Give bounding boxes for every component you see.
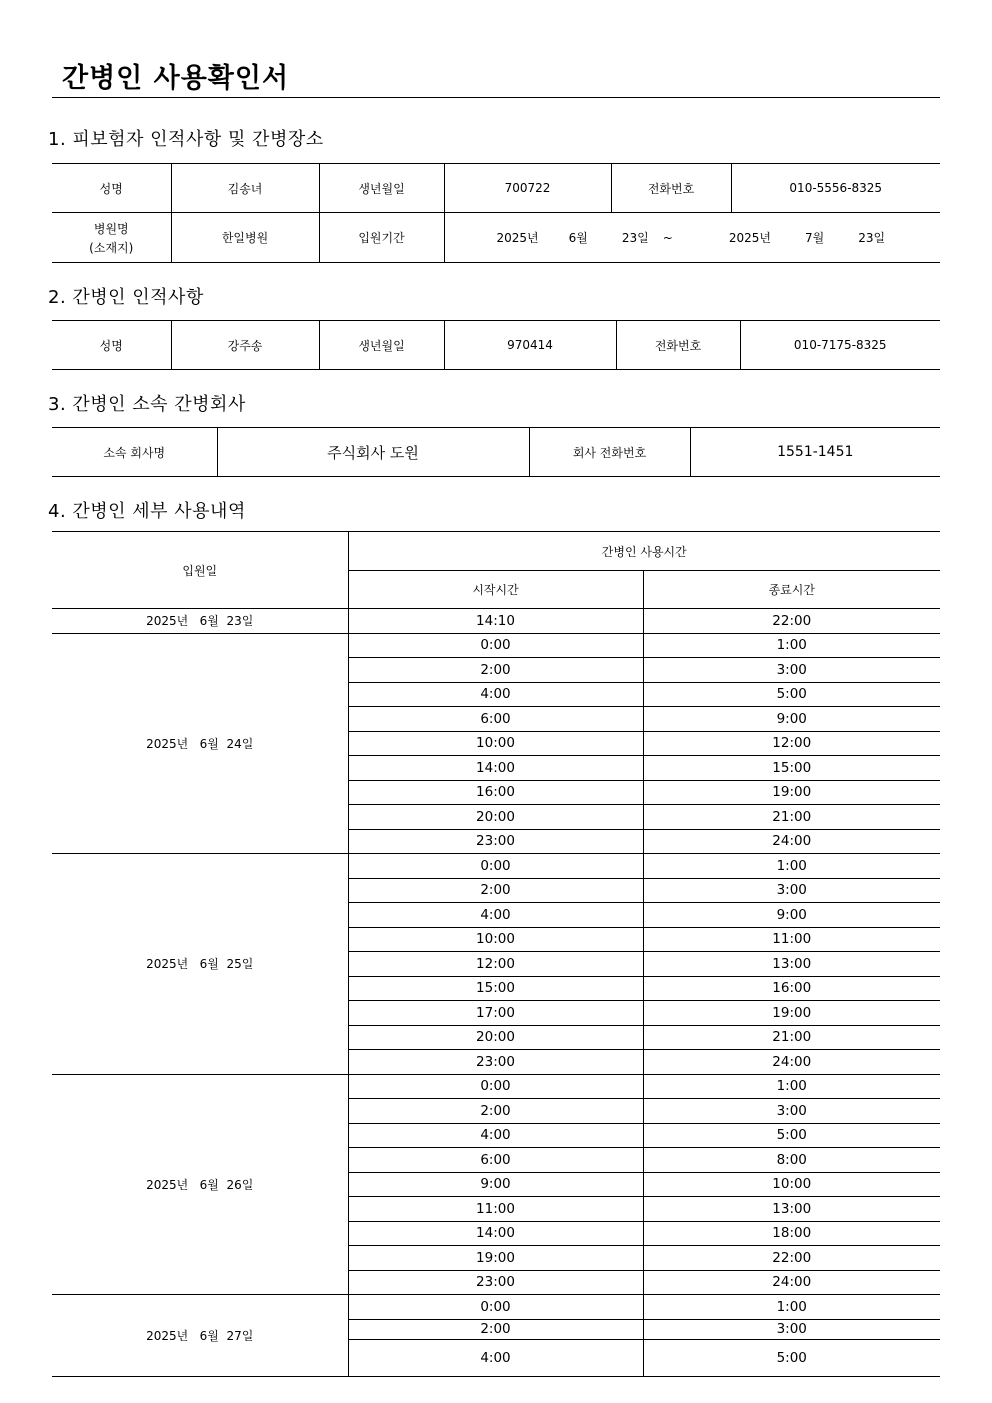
period-end-day: 23일: [858, 231, 886, 245]
insured-birth-label: 생년월일: [319, 164, 444, 213]
hospital-label-sub: (소재지): [89, 240, 134, 255]
start-time: 23:00: [348, 829, 643, 854]
end-time: 3:00: [643, 658, 940, 683]
end-time: 3:00: [643, 878, 940, 903]
caregiver-birth: 970414: [444, 321, 616, 370]
caregiver-birth-label: 생년월일: [319, 321, 444, 370]
period-tilde: ~: [662, 231, 673, 245]
end-time: 5:00: [643, 1339, 940, 1376]
table-row: [52, 1074, 940, 1099]
end-time: 22:00: [643, 609, 940, 634]
end-time: 24:00: [643, 829, 940, 854]
end-time: 5:00: [643, 1123, 940, 1148]
admission-date: 2025년 6월 26일: [52, 1074, 348, 1295]
start-time: 14:00: [348, 756, 643, 781]
end-time: 21:00: [643, 1025, 940, 1050]
start-time: 4:00: [348, 1339, 643, 1376]
document-title: 간병인 사용확인서: [62, 63, 290, 94]
company-phone-label: 회사 전화번호: [529, 428, 690, 477]
company-name: 주식회사 도원: [217, 428, 529, 477]
section3-heading: 3. 간병인 소속 간병회사: [48, 394, 246, 415]
end-time: 24:00: [643, 1050, 940, 1075]
admission-date: 2025년 6월 24일: [52, 633, 348, 854]
table-row: [52, 609, 940, 634]
col-header-end: 종료시간: [643, 571, 940, 609]
admission-date: 2025년 6월 25일: [52, 854, 348, 1075]
admission-date: 2025년 6월 23일: [52, 609, 348, 634]
hospital-label: 병원명: [93, 221, 129, 236]
start-time: 11:00: [348, 1197, 643, 1222]
end-time: 5:00: [643, 682, 940, 707]
hospital-label-cell: [52, 213, 171, 263]
caregiver-name-label: 성명: [52, 321, 171, 370]
insured-name-label: 성명: [52, 164, 171, 213]
end-time: 21:00: [643, 805, 940, 830]
start-time: 19:00: [348, 1246, 643, 1271]
start-time: 16:00: [348, 780, 643, 805]
start-time: 6:00: [348, 1148, 643, 1173]
caregiver-info-table: [52, 320, 940, 370]
end-time: 1:00: [643, 1295, 940, 1320]
caregiver-phone: 010-7175-8325: [740, 321, 940, 370]
end-time: 16:00: [643, 976, 940, 1001]
end-time: 13:00: [643, 952, 940, 977]
period-end-year: 2025년: [728, 231, 771, 245]
section2-heading: 2. 간병인 인적사항: [48, 287, 204, 308]
end-time: 12:00: [643, 731, 940, 756]
col-header-start: 시작시간: [348, 571, 643, 609]
table-row: [52, 854, 940, 879]
end-time: 15:00: [643, 756, 940, 781]
insured-name: 김송녀: [171, 164, 319, 213]
caregiver-name: 강주송: [171, 321, 319, 370]
start-time: 23:00: [348, 1050, 643, 1075]
start-time: 9:00: [348, 1172, 643, 1197]
company-info-table: [52, 427, 940, 477]
start-time: 17:00: [348, 1001, 643, 1026]
end-time: 1:00: [643, 633, 940, 658]
table-row: [52, 633, 940, 658]
insured-phone-label: 전화번호: [611, 164, 731, 213]
start-time: 20:00: [348, 805, 643, 830]
start-time: 4:00: [348, 903, 643, 928]
start-time: 0:00: [348, 1074, 643, 1099]
end-time: 1:00: [643, 1074, 940, 1099]
start-time: 2:00: [348, 1099, 643, 1124]
section4-heading: 4. 간병인 세부 사용내역: [48, 501, 246, 522]
end-time: 19:00: [643, 1001, 940, 1026]
end-time: 18:00: [643, 1221, 940, 1246]
start-time: 14:10: [348, 609, 643, 634]
company-label: 소속 회사명: [52, 428, 217, 477]
end-time: 10:00: [643, 1172, 940, 1197]
start-time: 4:00: [348, 1123, 643, 1148]
start-time: 2:00: [348, 878, 643, 903]
admission-date: 2025년 6월 27일: [52, 1295, 348, 1377]
period-label: 입원기간: [319, 213, 444, 263]
start-time: 15:00: [348, 976, 643, 1001]
end-time: 1:00: [643, 854, 940, 879]
end-time: 9:00: [643, 707, 940, 732]
start-time: 20:00: [348, 1025, 643, 1050]
end-time: 13:00: [643, 1197, 940, 1222]
period-start-day: 23일: [621, 231, 649, 245]
start-time: 10:00: [348, 731, 643, 756]
insured-phone: 010-5556-8325: [731, 164, 940, 213]
col-header-usage: 간병인 사용시간: [348, 532, 940, 571]
hospital-name: 한일병원: [171, 213, 319, 263]
end-time: 19:00: [643, 780, 940, 805]
insured-birth: 700722: [444, 164, 611, 213]
end-time: 22:00: [643, 1246, 940, 1271]
start-time: 2:00: [348, 658, 643, 683]
start-time: 2:00: [348, 1319, 643, 1339]
end-time: 3:00: [643, 1099, 940, 1124]
start-time: 0:00: [348, 1295, 643, 1320]
period-start-month: 6월: [568, 231, 588, 245]
end-time: 9:00: [643, 903, 940, 928]
start-time: 23:00: [348, 1270, 643, 1295]
company-phone: 1551-1451: [690, 428, 940, 477]
end-time: 11:00: [643, 927, 940, 952]
start-time: 10:00: [348, 927, 643, 952]
usage-table: [52, 531, 940, 1377]
period-value: [444, 213, 940, 263]
start-time: 0:00: [348, 854, 643, 879]
caregiver-phone-label: 전화번호: [616, 321, 740, 370]
end-time: 24:00: [643, 1270, 940, 1295]
start-time: 14:00: [348, 1221, 643, 1246]
end-time: 8:00: [643, 1148, 940, 1173]
col-header-date: 입원일: [52, 532, 348, 609]
start-time: 6:00: [348, 707, 643, 732]
section1-heading: 1. 피보험자 인적사항 및 간병장소: [48, 129, 324, 150]
start-time: 0:00: [348, 633, 643, 658]
period-end-month: 7월: [804, 231, 825, 245]
title-divider: [52, 97, 940, 98]
insured-info-table: [52, 163, 940, 263]
period-start-year: 2025년: [496, 231, 539, 245]
table-row: [52, 1295, 940, 1320]
start-time: 4:00: [348, 682, 643, 707]
start-time: 12:00: [348, 952, 643, 977]
end-time: 3:00: [643, 1319, 940, 1339]
